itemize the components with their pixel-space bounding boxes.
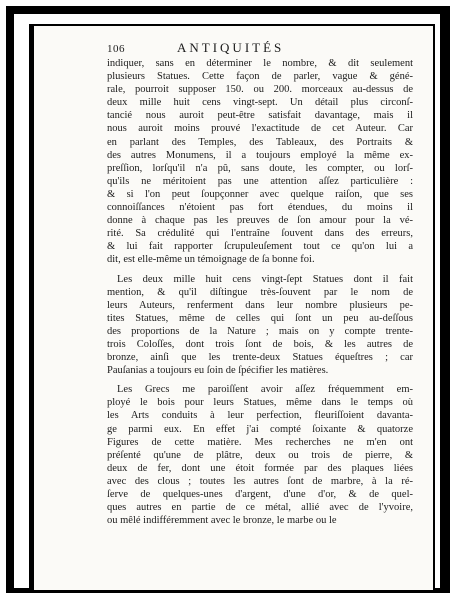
body-text [107,57,413,527]
text-line: & lui fait rapporter ſcrupuleuſement tout ce qu'on lui a [107,241,413,253]
text-block [107,41,413,527]
text-line: mention, & qu'il diſtingue très-ſouvent par le nom de [107,286,413,298]
text-line: trois Coloſſes, dont trois ſont de bois, & les autres de [107,338,413,350]
text-line: nous auroit moins prouvé l'exactitude de cet Auteur. Car [107,123,413,135]
text-line: les Arts conduits à leur perfection, fleuriſſoient davanta- [107,410,413,422]
text-line: indiquer, sans en déterminer le nombre, & dit seulement [107,58,413,69]
text-line: en parlant des Temples, des Tableaux, des Portraits & [107,136,413,148]
text-line: ſerve de quelques-unes d'argent, d'une d'or, & de quel- [107,489,413,500]
text-line: & si l'on peut ſoupçonner avec quelque raiſon, que ses [107,188,413,200]
text-line: ou mêlé indifféremment avec le bronze, le marbe ou le [107,515,337,527]
text-line: connoiſſances n'étoient pas fort étendues, du moins il [107,202,413,214]
text-line: Pauſanias a toujours eu ſoin de ſpécifier les matières. [107,365,329,377]
text-line: des autres Monumens, il a toujours employé la même ex- [107,149,413,161]
text-line: deux de fer, dont une étoit formée par des plaques liées [107,462,413,474]
text-line: leurs Auteurs, renferment dans leur nombre plusieurs pe- [107,299,413,311]
text-line: preſſion, lorſqu'il n'a pû, sans doute, les compter, ou lorſ- [107,162,413,174]
text-line: qu'ils ne méritoient pas une attention aſſez particulière : [107,175,413,187]
text-line: Figures de cette matière. Mes recherches ne m'en ont [107,436,413,448]
text-line: bronze, ainſi que les trente-deux Statues équeſtres ; car [107,352,413,364]
text-line: préſenté qu'une de plâtre, deux ou trois de pierre, & [107,449,413,461]
paragraph [107,273,413,378]
text-line: rité. Sa crédulité qui l'entraîne ſouvent dans des erreurs, [107,228,413,240]
page-number: 106 [107,43,125,55]
text-line: ques autres en partie de ce métal, allié avec de l'yvoire, [107,502,413,514]
text-line: dit, est elle-même un témoignage de ſa bonne foi. [107,254,315,266]
running-title: ANTIQUITÉS [177,40,285,55]
text-line: des proportions de la Nature ; mais on y compte trente- [107,325,413,337]
text-line: rale, pourroit supposer 150. ou 200. morceaux au-dessus de [107,84,413,96]
text-line: Les Grecs me paroiſſent avoir aſſez fréquemment em- [117,384,413,396]
page-header [107,41,413,57]
text-line: Les deux mille huit cens vingt-ſept Statues dont il fait [117,273,413,285]
text-line: deux mille huit cens vingt-sept. Un détail plus circonſ- [107,97,413,109]
text-line: tites Statues, même de celles qui ſont un peu au-deſſous [107,312,413,324]
text-line: plusieurs Statues. Cette façon de parler, vague & géné- [107,71,413,83]
text-line: avec des clous ; toutes les autres ſont de marbre, à la ré- [107,475,413,487]
paragraph [107,57,413,267]
text-line: donne à chaque pas les preuves de ſon amour pour la vé- [107,215,413,227]
text-line: ge parmi eux. En effet j'ai compté ſoixante & quatorze [107,423,413,435]
paragraph [107,383,413,527]
text-line: tancié nous auroit peut-être satisfait davantage, mais il [107,110,413,122]
text-line: ployé le bois pour leurs Statues, même dans le temps où [107,397,413,409]
